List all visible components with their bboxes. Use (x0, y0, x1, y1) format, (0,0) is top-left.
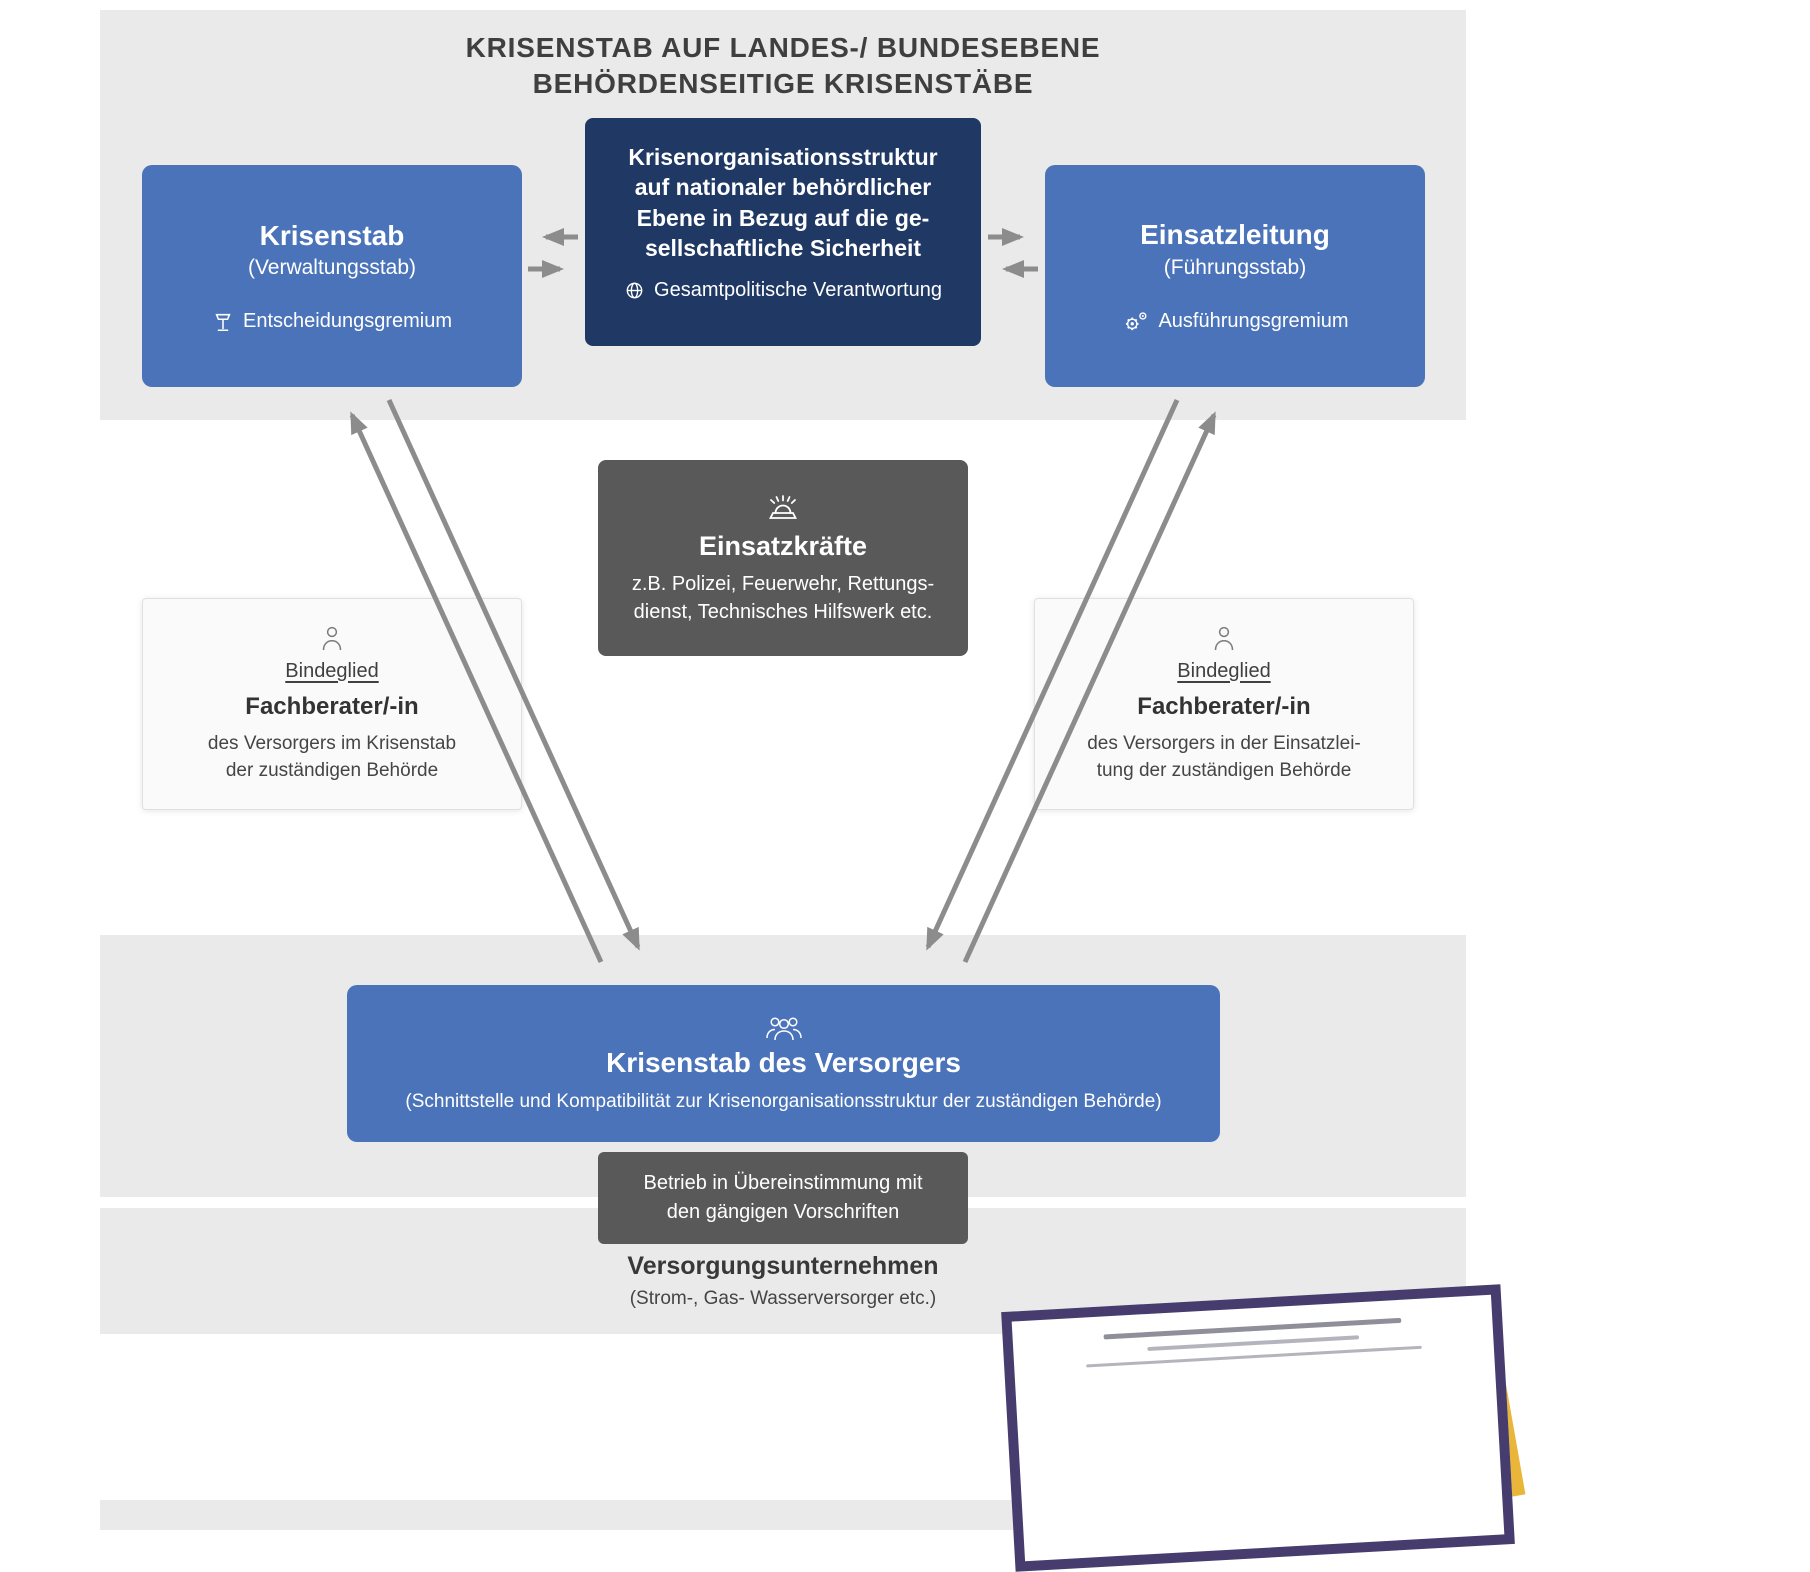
document-text-line (1148, 1335, 1359, 1351)
document-text-line (1086, 1346, 1422, 1368)
podium-icon (212, 311, 234, 333)
einsatzkraefte-desc (632, 570, 934, 626)
siren-icon (761, 491, 805, 523)
national-line2: auf nationaler behördlicher (634, 174, 932, 201)
national-line3: Ebene in Bezug auf die ge- (636, 204, 930, 231)
box-fachberater-links (142, 598, 522, 810)
fachberater-rechts-desc-line2: tung der zuständigen Behörde (1096, 759, 1352, 781)
fachberater-links-tag: Bindeglied (285, 659, 379, 682)
fachberater-rechts-desc-line1: des Versorgers in der Einsatzlei- (1087, 732, 1361, 754)
globe-icon (624, 280, 645, 301)
krisenstab-subtitle: (Verwaltungsstab) (247, 256, 417, 280)
page-title-line2: BEHÖRDENSEITIGE KRISENSTÄBE (532, 68, 1034, 100)
einsatzkraefte-desc-line2: dienst, Technisches Hilfswerk etc. (633, 600, 933, 623)
person-icon (317, 624, 347, 652)
person-icon (1209, 624, 1239, 652)
national-line4: sellschaftliche Sicherheit (644, 235, 922, 262)
fachberater-links-desc-line1: des Versorgers im Krisenstab (207, 732, 457, 754)
krisenstab-item-label: Entscheidungsgremium (243, 310, 452, 333)
fachberater-rechts-title: Fachberater/-in (1137, 692, 1311, 720)
versorgungsunternehmen-subtitle: (Strom-, Gas- Wasserversorger etc.) (629, 1288, 937, 1309)
box-einsatzleitung (1045, 165, 1425, 387)
document-preview-card (1001, 1284, 1515, 1572)
fachberater-rechts-desc (1087, 731, 1361, 785)
einsatzkraefte-title: Einsatzkräfte (698, 530, 868, 561)
page-title (100, 30, 1466, 103)
national-item-label: Gesamtpolitische Verantwortung (654, 279, 942, 302)
betrieb-line1: Betrieb in Übereinstimmung mit (643, 1172, 923, 1194)
einsatzkraefte-desc-line1: z.B. Polizei, Feuerwehr, Rettungs- (631, 572, 935, 595)
group-icon (761, 1015, 807, 1041)
box-einsatzkraefte (598, 460, 968, 656)
fachberater-links-desc-line2: der zuständigen Behörde (225, 759, 439, 781)
fachberater-links-desc (208, 731, 456, 785)
box-betrieb (598, 1152, 968, 1244)
krisenstab-versorger-title: Krisenstab des Versorgers (606, 1046, 961, 1078)
krisenstab-versorger-subtitle: (Schnittstelle und Kompatibilität zur Krisenorganisationsstruktur der zuständigen Behörde) (405, 1090, 1162, 1112)
versorgungsunternehmen-title: Versorgungsunternehmen (627, 1252, 939, 1280)
box-fachberater-rechts (1034, 598, 1414, 810)
einsatzleitung-title: Einsatzleitung (1140, 219, 1330, 251)
national-line1: Krisenorganisationsstruktur (628, 144, 938, 170)
gears-icon (1121, 310, 1149, 334)
page-title-line1: KRISENSTAB AUF LANDES-/ BUNDESEBENE (465, 32, 1101, 63)
krisenstab-title: Krisenstab (259, 219, 405, 251)
box-krisenstab-versorger (347, 985, 1220, 1142)
fachberater-rechts-tag: Bindeglied (1177, 659, 1271, 682)
box-krisenstab (142, 165, 522, 387)
betrieb-line2: den gängigen Vorschriften (666, 1201, 900, 1223)
fachberater-links-title: Fachberater/-in (245, 692, 419, 720)
box-national-struktur (585, 118, 981, 346)
einsatzleitung-item-label: Ausführungsgremium (1158, 310, 1349, 333)
einsatzleitung-subtitle: (Führungsstab) (1163, 255, 1307, 279)
